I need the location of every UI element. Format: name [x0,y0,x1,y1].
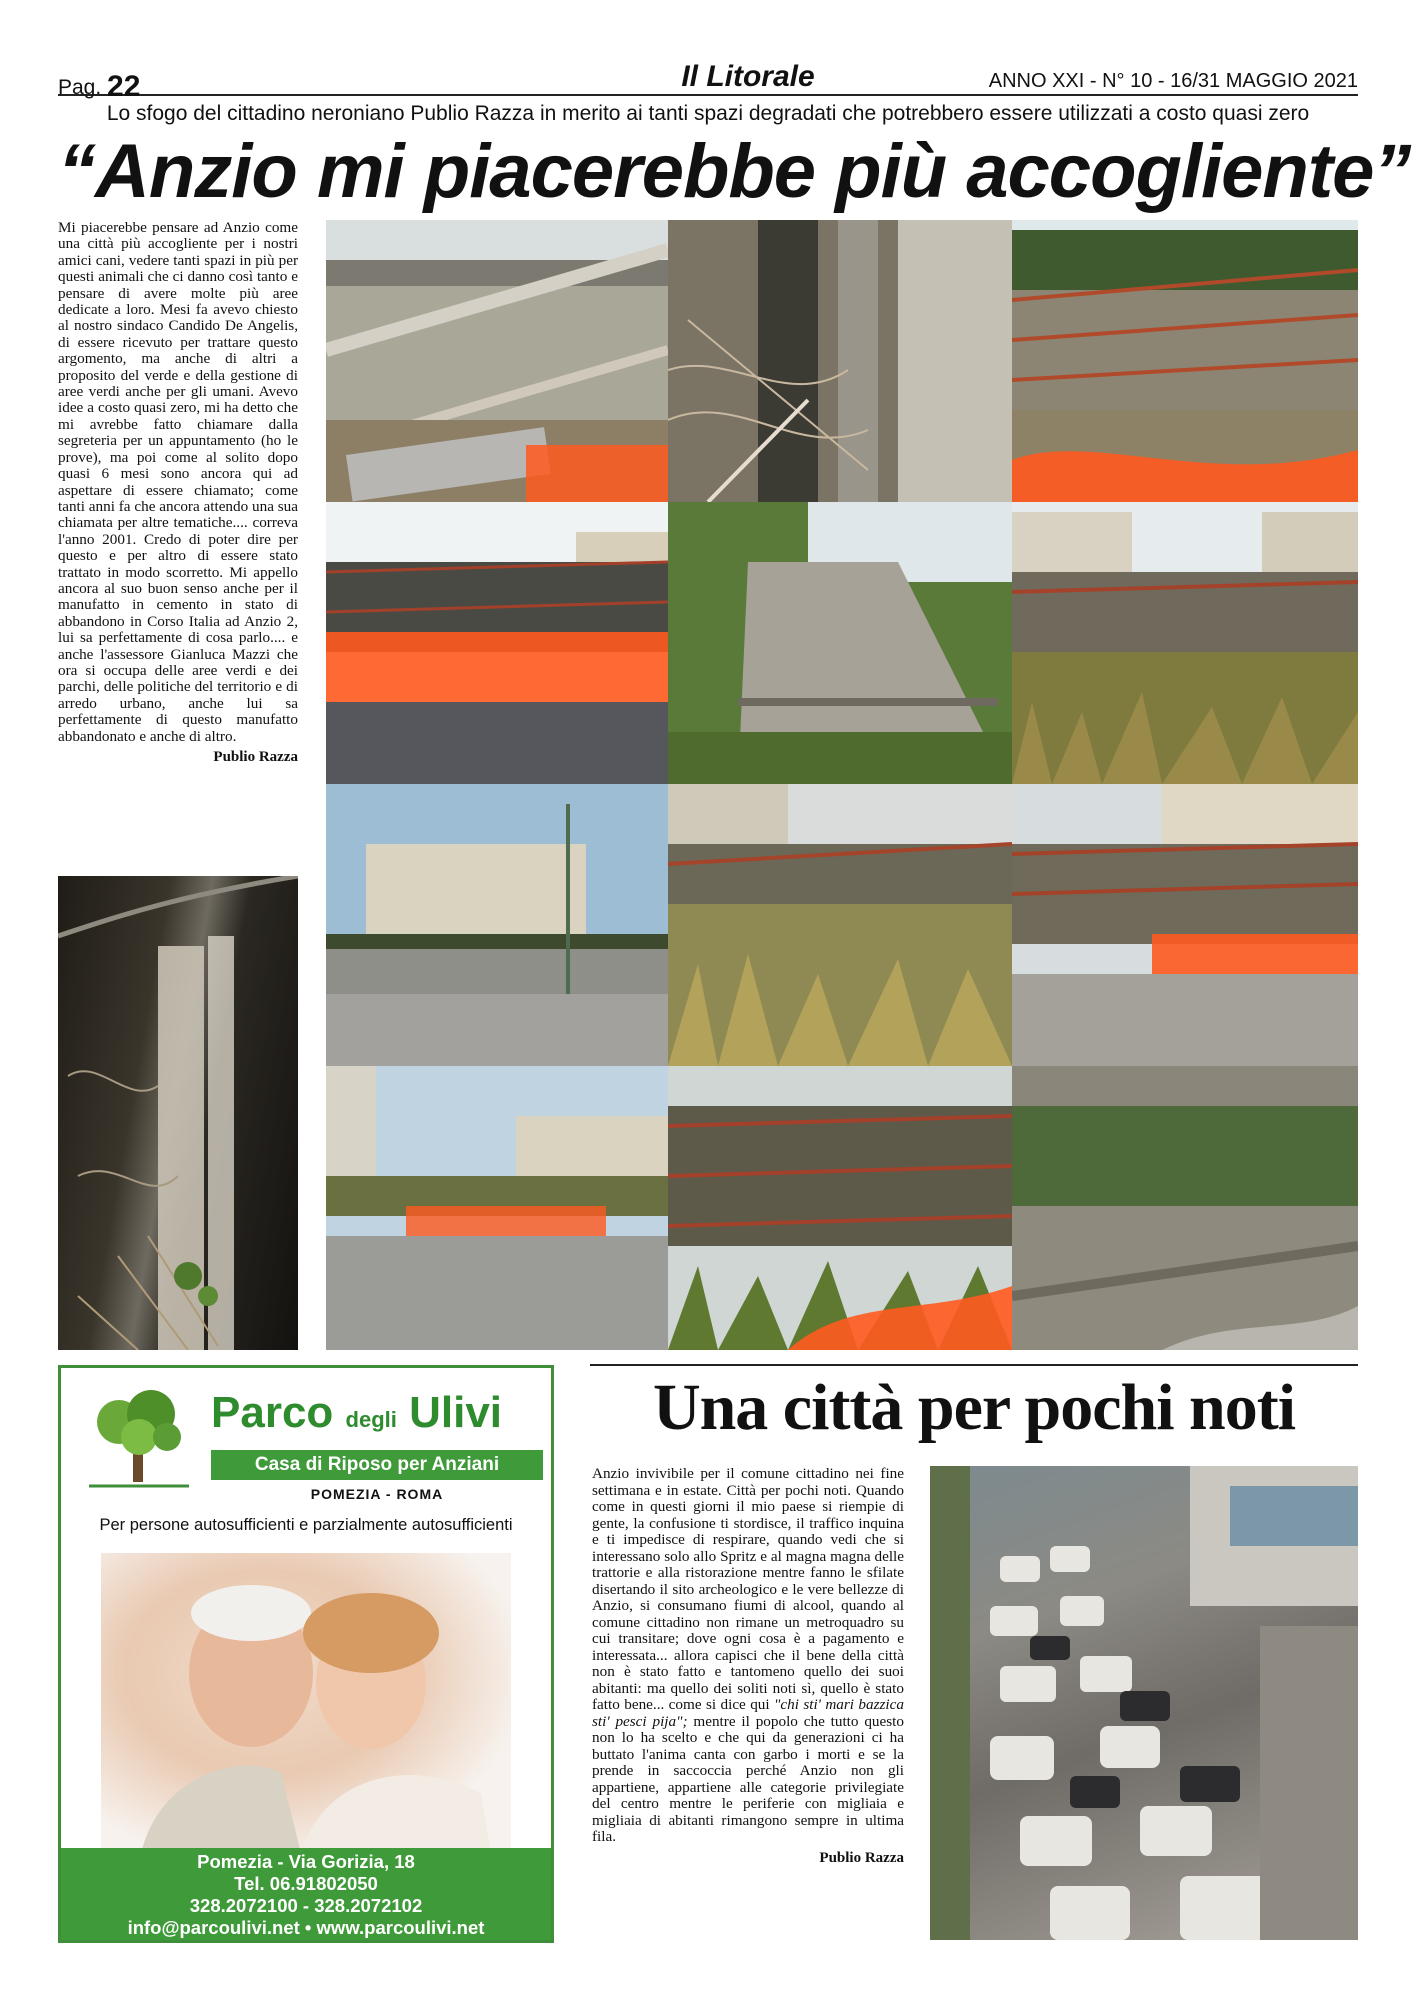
photo-structure-6 [1012,502,1358,784]
photo-structure-11 [668,1066,1012,1350]
article-body [58,220,298,765]
ad-phone: Tel. 06.91802050 [234,1873,378,1894]
ad-band: Casa di Riposo per Anziani [211,1450,543,1480]
article-kicker: Lo sfogo del cittadino neroniano Publio Razza in merito ai tanti spazi degradati che potrebbero essere utilizzati a costo quasi zero [106,102,1310,125]
photo-structure-9 [1012,784,1358,1066]
photo-structure-2-art [668,220,1012,502]
photo-structure-7 [326,784,668,1066]
photo-structure-5 [668,502,1012,784]
article-headline: “Anzio mi piacerebbe più accogliente” [58,129,1411,214]
photo-traffic-street [930,1466,1358,1940]
photo-overgrown-detail [58,876,298,1350]
photo-structure-9-art [1012,784,1358,1066]
ad-brand-end: Ulivi [409,1388,503,1437]
article-body-text: Mi piacerebbe pensare ad Anzio come una città più accogliente per i nostri amici cani, vedere tanti spazi in più per questi animali che ci danno così tanto e pensare di avere molte più aree dedicate a loro. Mesi fa avevo chiesto al nostro sindaco Candido De Angelis, di essere ricevuto per trattare questo argomento, ma anche di altri a proposito del verde e della gestione di aree verdi anche per gli umani. Avevo idee a costo quasi zero, mi ha detto che mi avrebbe fatto chiamare dalla segreteria per un appuntamento (ho le prove), ma poi come al solito dopo quasi 6 mesi sono ancora qui ad aspettare di essere chiamato; come tanti anni fa che ancora attendo una sua chiamata per altre tematiche.... correva l'anno 2001. Credo di poter dire per questo e per altro di essere stato trattato in modo scorretto. Mi appello ancora al suo buon senso anche per il manufatto in cemento in stato di abbandono in Corso Italia ad Anzio 2, lui sa perfettamente di cosa parlo.... e anche l'assessore Gianluca Mazzi che ora si occupa delle aree verdi e dei parchi, delle politiche del territorio e di arredo urbano, anche lui sa perfettamente di questo manufatto abbandonato e anche di altro. [58,219,298,745]
photo-structure-7-art [326,784,668,1066]
photo-structure-4-art [326,502,668,784]
photo-structure-12 [1012,1066,1358,1350]
article2-body-after: mentre il popolo che tutto questo non lo ha scelto e che qui da generazioni ci ha buttato l'anima canta con garbo i morti e se la prende in saccoccia perché Anzio non gli appartiene, appartiene alle categorie privilegiate del centro mentre le periferie con migliaia e migliaia di abitanti rimangono sempre in ultima fila. [592,1712,904,1845]
ad-mobile: 328.2072100 - 328.2072102 [189,1895,423,1916]
photo-structure-8 [668,784,1012,1066]
olive-tree-logo-icon [79,1382,199,1492]
ad-tagline: Per persone autosufficienti e parzialmente autosufficienti [99,1516,513,1534]
advertisement-parco-degli-ulivi [58,1365,554,1943]
ad-couple-art [101,1553,511,1853]
photo-structure-12-art [1012,1066,1358,1350]
article2-body [592,1466,904,1866]
article2-signature: Publio Razza [819,1849,904,1866]
photo-structure-1-art [326,220,668,502]
article-signature: Publio Razza [213,749,298,765]
photo-traffic-art [930,1466,1358,1940]
photo-structure-11-art [668,1066,1012,1350]
ad-brand-small: degli [345,1407,397,1432]
ad-address: Pomezia - Via Gorizia, 18 [197,1851,415,1872]
ad-elderly-couple-photo [101,1553,511,1853]
photo-structure-10-art [326,1066,668,1350]
page-number-value: 22 [107,70,141,103]
ad-web[interactable]: info@parcoulivi.net • www.parcoulivi.net [127,1917,485,1938]
ad-location: POMEZIA - ROMA [310,1486,444,1502]
page-label: Pag. [58,76,102,99]
photo-structure-5-art [668,502,1012,784]
photo-structure-3-art [1012,220,1358,502]
photo-structure-4 [326,502,668,784]
page-number [58,68,140,102]
photo-structure-8-art [668,784,1012,1066]
article2-quote: "chi sti' mari bazzica sti' pesci pija"; [592,1696,904,1730]
photo-overgrown-art [58,876,298,1350]
article2-body-before: Anzio invivibile per il comune cittadino nei fine settimana e in estate. Città per pochi noti. Quando come in questi giorni il mio paese si riempie di gente, la confusione ti stordisce, il traffico inquina e ti impedisce di respirare, quando vedi che si interessano solo allo Spritz e al magna magna delle trattorie e alla ristorazione mentre fanno le sfilate disertando il sito archeologico e le vere bellezze di Anzio, si consumano fiumi di alcool, quando al comune cittadino non rimane un metroquadro su cui transitare; dove ogni cosa è a pagamento e interessata... allora capisci che il bene della città non è stato fatto e tantomeno quello dei suoi abitanti: ma quello dei soliti noti sì, quello è stato fatto bene... come si dice qui [592,1465,904,1713]
photo-structure-2 [668,220,1012,502]
issue-info: ANNO XXI - N° 10 - 16/31 MAGGIO 2021 [988,70,1358,92]
section-divider [590,1364,1358,1366]
page-header [58,56,1358,103]
photo-structure-3 [1012,220,1358,502]
masthead: Il Litorale [681,60,815,93]
article2-headline: Una città per pochi noti [652,1371,1296,1444]
photo-structure-6-art [1012,502,1358,784]
ad-brand [211,1388,502,1438]
photo-structure-10 [326,1066,668,1350]
photo-structure-1 [326,220,668,502]
ad-brand-main: Parco [211,1388,334,1437]
ad-contact-footer [61,1848,551,1940]
